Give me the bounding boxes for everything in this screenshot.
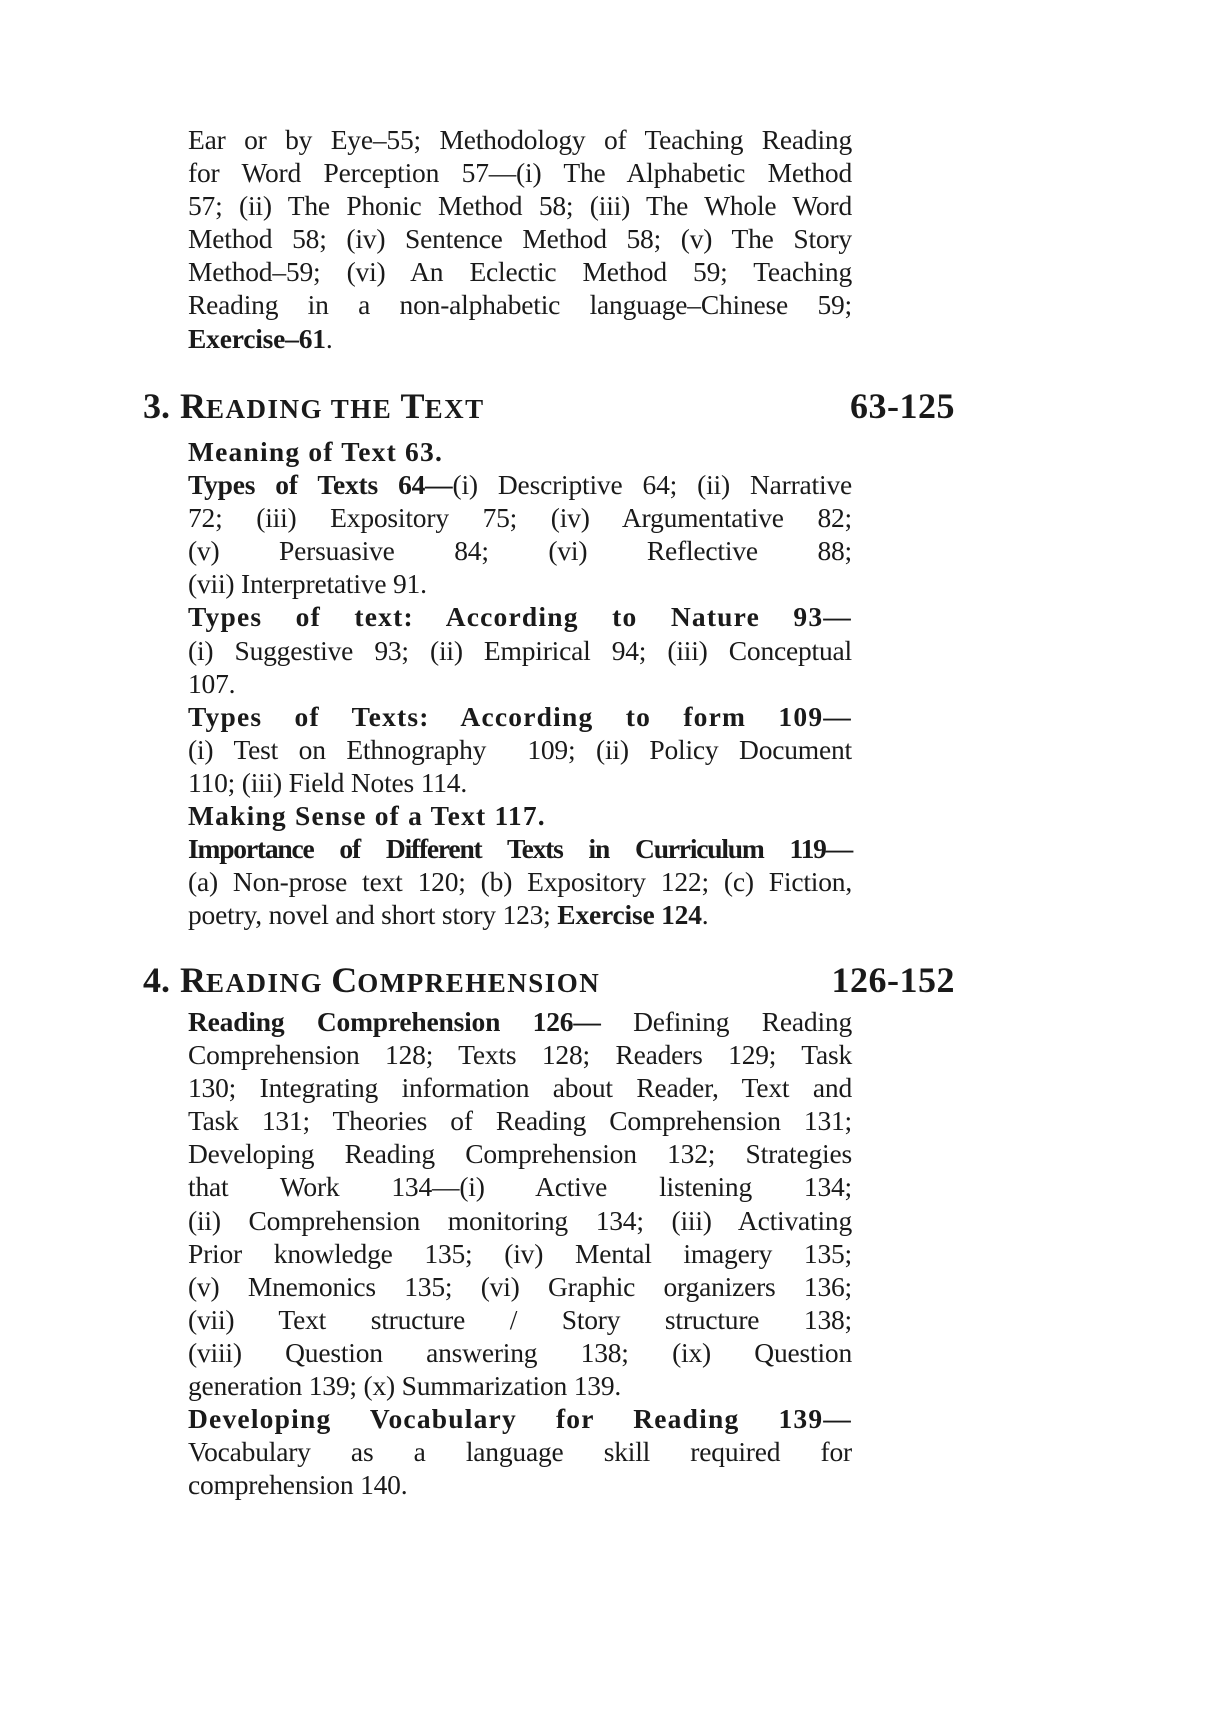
chapter-title: 4. READING COMPREHENSION bbox=[143, 960, 601, 1000]
toc-line: Reading in a non-alphabetic language–Chinese 59; bbox=[188, 289, 852, 321]
toc-entry-reading-comprehension: Reading Comprehension 126— Defining Reading bbox=[188, 1006, 852, 1037]
chapter-heading-4 bbox=[143, 960, 955, 1003]
toc-entry-nature: Types of text: According to Nature 93— bbox=[188, 601, 852, 633]
chapter-number: 3. bbox=[143, 386, 170, 426]
toc-line: (ii) Comprehension monitoring 134; (iii) Activating bbox=[188, 1204, 852, 1236]
toc-line: (vii) Interpretative 91. bbox=[188, 568, 427, 600]
chapter-heading-3 bbox=[143, 386, 955, 429]
toc-line: Method–59; (vi) An Eclectic Method 59; Teaching bbox=[188, 256, 852, 288]
chapter-title: 3. READING THE TEXT bbox=[143, 386, 485, 426]
toc-line: 130; Integrating information about Reader, Text and bbox=[188, 1072, 852, 1104]
exercise-entry: Exercise 124 bbox=[557, 899, 702, 931]
toc-entry-making-sense: Making Sense of a Text 117. bbox=[188, 800, 546, 832]
toc-line: 110; (iii) Field Notes 114. bbox=[188, 766, 467, 798]
toc-line: that Work 134—(i) Active listening 134; bbox=[188, 1171, 852, 1203]
toc-line: 57; (ii) The Phonic Method 58; (iii) The Whole Word bbox=[188, 190, 852, 222]
chapter-page-range: 126-152 bbox=[831, 960, 955, 1000]
toc-line: Ear or by Eye–55; Methodology of Teaching Reading bbox=[188, 124, 852, 155]
toc-line: (v) Mnemonics 135; (vi) Graphic organizers 136; bbox=[188, 1270, 852, 1302]
chapter-4-entries bbox=[188, 1005, 852, 1501]
toc-entry-types: Types of Texts 64—(i) Descriptive 64; (ii) Narrative bbox=[188, 469, 852, 501]
toc-line: (vii) Text structure / Story structure 138; bbox=[188, 1303, 852, 1335]
toc-line: (i) Suggestive 93; (ii) Empirical 94; (iii) Conceptual bbox=[188, 634, 852, 666]
toc-line: Vocabulary as a language skill required for bbox=[188, 1436, 852, 1468]
toc-line: (viii) Question answering 138; (ix) Question bbox=[188, 1336, 852, 1368]
toc-line: Comprehension 128; Texts 128; Readers 129; Task bbox=[188, 1039, 852, 1071]
chapter-3-entries bbox=[188, 435, 852, 931]
chapter-page-range: 63-125 bbox=[850, 386, 955, 426]
toc-line: (a) Non-prose text 120; (b) Expository 122; (c) Fiction, bbox=[188, 866, 852, 898]
toc-line: for Word Perception 57—(i) The Alphabetic Method bbox=[188, 157, 852, 189]
exercise-suffix: . bbox=[325, 322, 333, 354]
toc-line: generation 139; (x) Summarization 139. bbox=[188, 1370, 622, 1402]
toc-line: comprehension 140. bbox=[188, 1469, 408, 1501]
toc-line: (i) Test on Ethnography 109; (ii) Policy Document bbox=[188, 733, 852, 765]
toc-line: (v) Persuasive 84; (vi) Reflective 88; bbox=[188, 535, 852, 567]
continued-section bbox=[188, 123, 852, 355]
toc-line: 107. bbox=[188, 667, 236, 699]
exercise-entry: Exercise–61 bbox=[188, 322, 326, 354]
toc-line: Prior knowledge 135; (iv) Mental imagery 135; bbox=[188, 1237, 852, 1269]
toc-entry-vocabulary: Developing Vocabulary for Reading 139— bbox=[188, 1403, 852, 1435]
toc-line: 72; (iii) Expository 75; (iv) Argumentative 82; bbox=[188, 502, 852, 534]
exercise-line bbox=[188, 322, 852, 355]
toc-entry-form: Types of Texts: According to form 109— bbox=[188, 700, 852, 732]
toc-line-with-exercise: poetry, novel and short story 123; Exercise 124. bbox=[188, 899, 709, 931]
toc-entry-meaning: Meaning of Text 63. bbox=[188, 436, 444, 467]
toc-line: Developing Reading Comprehension 132; Strategies bbox=[188, 1138, 852, 1170]
toc-entry-importance: Importance of Different Texts in Curriculum 119— bbox=[188, 833, 852, 865]
toc-line: Task 131; Theories of Reading Comprehension 131; bbox=[188, 1105, 852, 1137]
toc-line: Method 58; (iv) Sentence Method 58; (v) The Story bbox=[188, 223, 852, 255]
chapter-number: 4. bbox=[143, 960, 170, 1000]
